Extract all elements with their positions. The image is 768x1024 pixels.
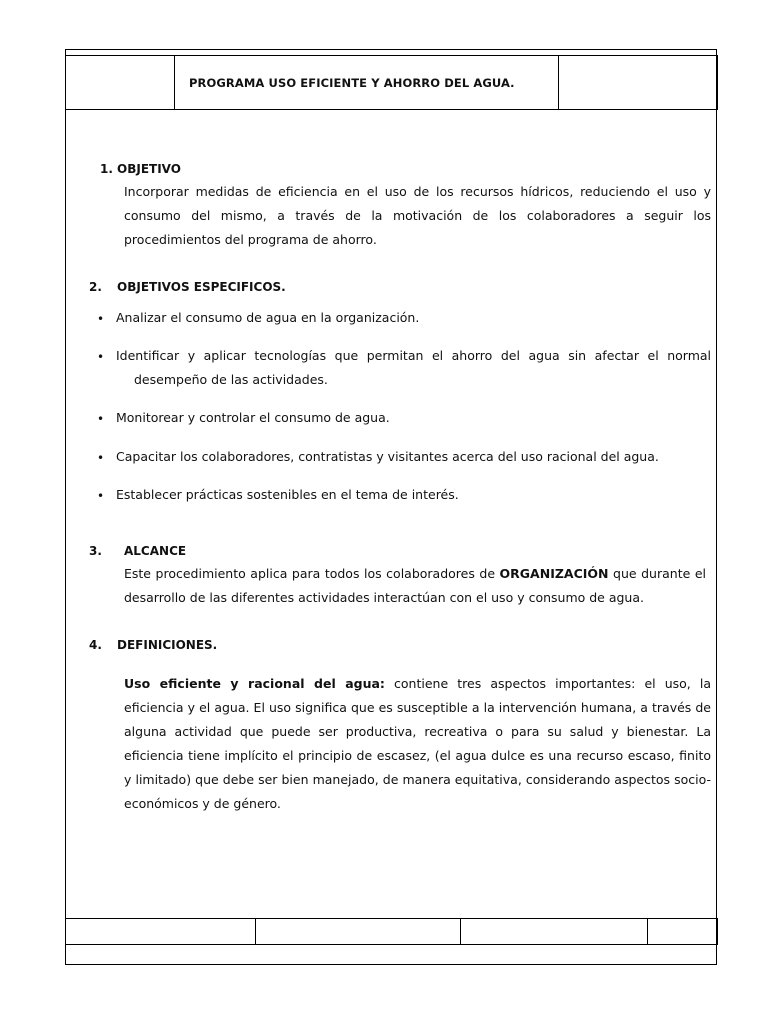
section-3-number: 3. xyxy=(89,544,102,558)
section-4-number: 4. xyxy=(89,638,102,652)
bullet-3-text: Monitorear y controlar el consumo de agua. xyxy=(116,410,390,425)
document-title: PROGRAMA USO EFICIENTE Y AHORRO DEL AGUA. xyxy=(175,56,559,109)
header-logo-cell xyxy=(66,56,175,109)
section-3-title: ALCANCE xyxy=(124,544,187,558)
bullet-3-marker: • xyxy=(97,412,105,426)
section-2-number: 2. xyxy=(89,280,102,294)
bullet-2-text: Identificar y aplicar tecnologías que permitan el ahorro del agua sin afectar el normal xyxy=(116,348,711,363)
bullet-1-marker: • xyxy=(97,312,105,326)
bullet-4-text: Capacitar los colaboradores, contratistas y visitantes acerca del uso racional del agua. xyxy=(116,449,659,464)
bullet-5-text: Establecer prácticas sostenibles en el tema de interés. xyxy=(116,487,459,502)
section-2-title: OBJETIVOS ESPECIFICOS. xyxy=(117,280,286,294)
bullet-5-marker: • xyxy=(97,489,105,503)
section-1-number: 1. xyxy=(100,162,113,176)
bullet-4-marker: • xyxy=(97,451,105,465)
section-1-body: Incorporar medidas de eficiencia en el uso de los recursos hídricos, reduciendo el uso y consumo del mismo, a través de la motivación de los colaboradores a seguir los procedimientos del programa de ahorro. xyxy=(124,184,711,247)
header-code-cell xyxy=(559,56,717,109)
bullet-1-text: Analizar el consumo de agua en la organización. xyxy=(116,310,420,325)
section-3-body: Este procedimiento aplica para todos los colaboradores de ORGANIZACIÓN que durante el desarrollo de las diferentes actividades interactúan con el uso y consumo de agua. xyxy=(124,566,706,605)
definition-text: contiene tres aspectos importantes: el uso, la eficiencia y el agua. El uso significa que es susceptible a la intervención humana, a través de alguna actividad que puede ser productiva, recreativa o para su salud y bienestar. La eficiencia tiene implícito el principio de escasez, (el agua dulce es una recurso escaso, finito y limitado) que debe ser bien manejado, de manera equitativa, considerando aspectos socio-económicos y de género. xyxy=(124,676,712,811)
section-4-title: DEFINICIONES. xyxy=(117,638,218,652)
footer-cell-2 xyxy=(256,919,461,944)
footer-cell-3 xyxy=(461,919,648,944)
section-1-title: OBJETIVO xyxy=(117,162,181,176)
footer-table xyxy=(65,918,718,945)
footer-cell-4 xyxy=(648,919,717,944)
section-4-body xyxy=(124,672,711,816)
definition-term: Uso eficiente y racional del agua: xyxy=(124,676,385,691)
header-table xyxy=(65,55,718,110)
footer-cell-1 xyxy=(66,919,256,944)
bullet-2-marker: • xyxy=(97,350,105,364)
bullet-2-continuation: desempeño de las actividades. xyxy=(134,372,328,387)
organization-name: ORGANIZACIÓN xyxy=(499,566,609,581)
